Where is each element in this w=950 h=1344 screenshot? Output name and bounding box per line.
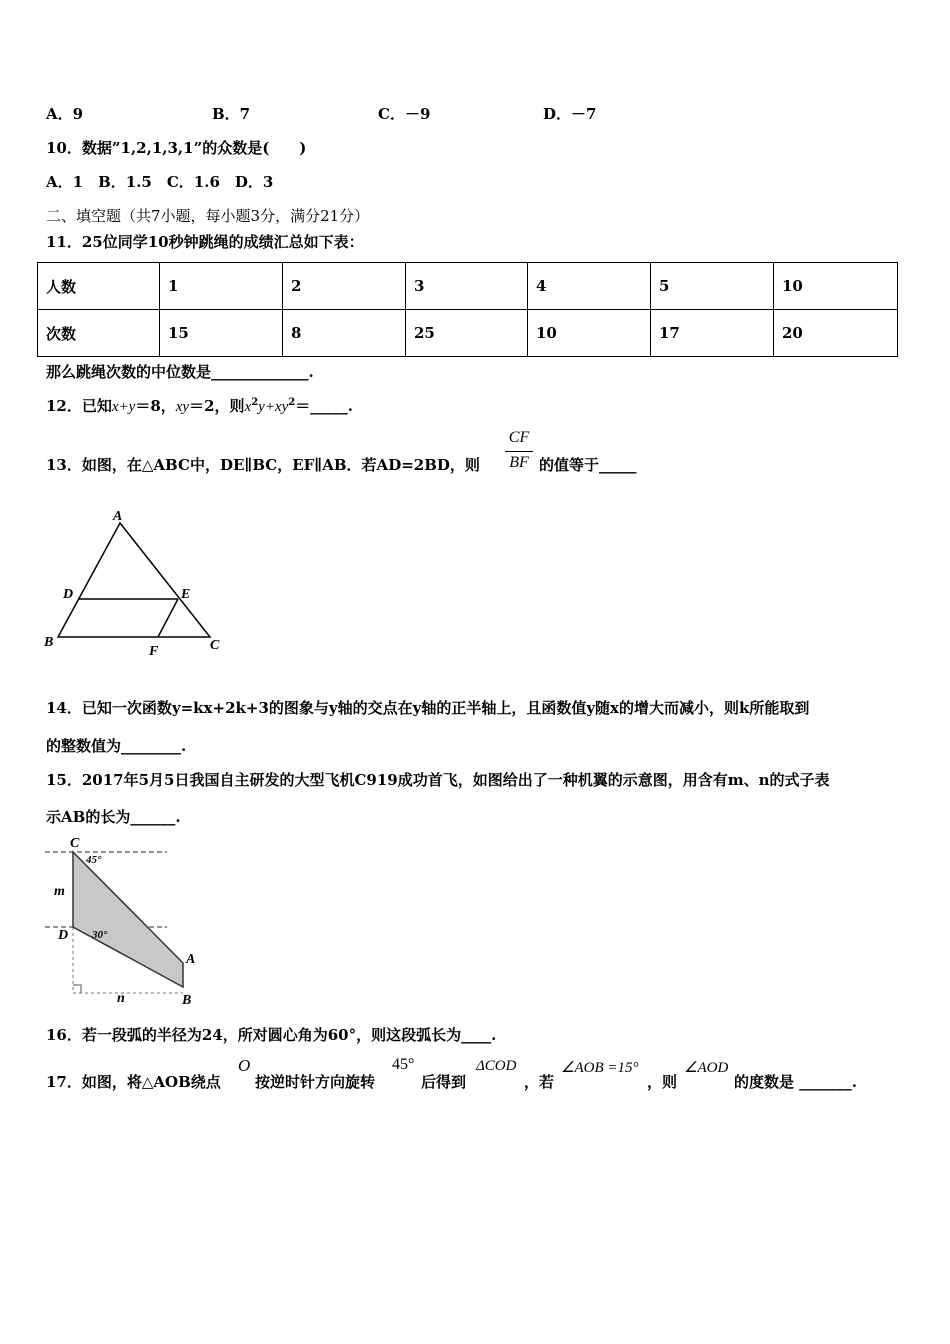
- q11-stem: 11．25位同学10秒钟跳绳的成绩汇总如下表：: [46, 233, 364, 251]
- triangle-figure: [38, 505, 238, 665]
- q14-line1: 14．已知一次函数y=kx+2k+3的图象与y轴的交点在y轴的正半轴上，且函数值y随x的增大而减小，则k所能取到: [46, 699, 810, 717]
- q13-frac-den: BF: [509, 454, 529, 471]
- q11-tail: 那么跳绳次数的中位数是_____________.: [46, 363, 314, 381]
- table-cell: 3: [406, 263, 528, 310]
- q12-expr-a: x: [244, 399, 252, 415]
- q16: 16．若一段弧的半径为24，所对圆心角为60°，则这段弧长为____.: [46, 1026, 497, 1044]
- table-cell: 2: [283, 263, 406, 310]
- label-e: E: [181, 587, 191, 602]
- q17-part2: 按逆时针方向旋转: [255, 1073, 376, 1091]
- table-cell: 1: [160, 263, 283, 310]
- q15-line1: 15．2017年5月5日我国自主研发的大型飞机C919成功首飞，如图给出了一种机翼的示意图，用含有m、n的式子表: [46, 771, 830, 789]
- table-row: [38, 310, 898, 357]
- q10-stem: 10．数据”1,2,1,3,1”的众数是( ): [46, 139, 307, 157]
- triangle-abc: [58, 523, 210, 637]
- q17-degrees: 45°: [392, 1056, 415, 1073]
- q9-option-d: D．－7: [543, 105, 597, 123]
- table-row: [38, 263, 898, 310]
- label-d: D: [63, 587, 74, 602]
- table-cell: 4: [528, 263, 651, 310]
- table-cell: 次数: [38, 310, 160, 357]
- q13-tail: 的值等于_____: [539, 456, 637, 474]
- table-cell: 5: [651, 263, 774, 310]
- wing-figure: [40, 833, 210, 1008]
- q17-cod: ΔCOD: [476, 1058, 517, 1074]
- label-a: A: [186, 952, 196, 967]
- label-a: A: [113, 509, 123, 524]
- label-c: C: [210, 638, 220, 653]
- section-header: 二、填空题（共7小题，每小题3分，满分21分）: [46, 207, 370, 225]
- q17-part4: ，若: [524, 1073, 555, 1091]
- q17-part5: ，则: [647, 1073, 678, 1091]
- table-cell: 17: [651, 310, 774, 357]
- label-d: D: [58, 928, 69, 943]
- table-cell: 人数: [38, 263, 160, 310]
- scores-table: [37, 262, 898, 357]
- label-45deg: 45°: [86, 854, 102, 866]
- fraction-bar: [505, 451, 533, 452]
- q17-point-o: O: [238, 1056, 251, 1075]
- q13-frac-num: CF: [508, 429, 530, 446]
- label-b: B: [44, 635, 54, 650]
- table-cell: 25: [406, 310, 528, 357]
- q17-part3: 后得到: [421, 1073, 467, 1091]
- q17-aob: ∠AOB =15°: [561, 1060, 639, 1076]
- q12-eq2: ＝2，则: [189, 397, 245, 415]
- right-angle-mark: [73, 985, 81, 993]
- label-c: C: [70, 836, 80, 851]
- label-m: m: [54, 884, 65, 899]
- q9-option-c: C．－9: [378, 105, 431, 123]
- q17-part1: 17．如图，将△AOB绕点: [46, 1073, 221, 1091]
- q9-option-b: B．7: [212, 105, 251, 123]
- table-cell: 8: [283, 310, 406, 357]
- q12-sup-a: 2: [251, 397, 259, 408]
- wing-shape: [73, 852, 183, 987]
- q14-line2: 的整数值为________.: [46, 737, 187, 755]
- q12-cond2: xy: [175, 399, 190, 415]
- label-f: F: [149, 644, 159, 659]
- table-cell: 15: [160, 310, 283, 357]
- q15-line2: 示AB的长为______.: [46, 808, 181, 826]
- q12-tail: ＝_____.: [295, 397, 353, 415]
- q12-line: [46, 395, 353, 416]
- label-b: B: [182, 993, 192, 1008]
- q12-prefix: 12．已知: [46, 397, 112, 415]
- q12-eq1: ＝8，: [135, 397, 176, 415]
- segment-ef: [158, 599, 178, 637]
- q17-part6: 的度数是 _______.: [734, 1073, 857, 1091]
- label-30deg: 30°: [92, 929, 108, 941]
- table-cell: 10: [528, 310, 651, 357]
- q17-aod: ∠AOD: [684, 1060, 729, 1076]
- table-cell: 20: [774, 310, 898, 357]
- q12-expr-b: y+xy: [258, 399, 289, 415]
- q13-stem: 13．如图，在△ABC中，DE∥BC，EF∥AB．若AD=2BD，则: [46, 456, 480, 474]
- table-cell: 10: [774, 263, 898, 310]
- q12-sup-b: 2: [288, 397, 296, 408]
- q9-option-a: A．9: [46, 105, 84, 123]
- label-n: n: [117, 991, 125, 1006]
- q10-options: A．1 B．1.5 C．1.6 D．3: [46, 173, 274, 191]
- q12-cond1: x+y: [111, 399, 136, 415]
